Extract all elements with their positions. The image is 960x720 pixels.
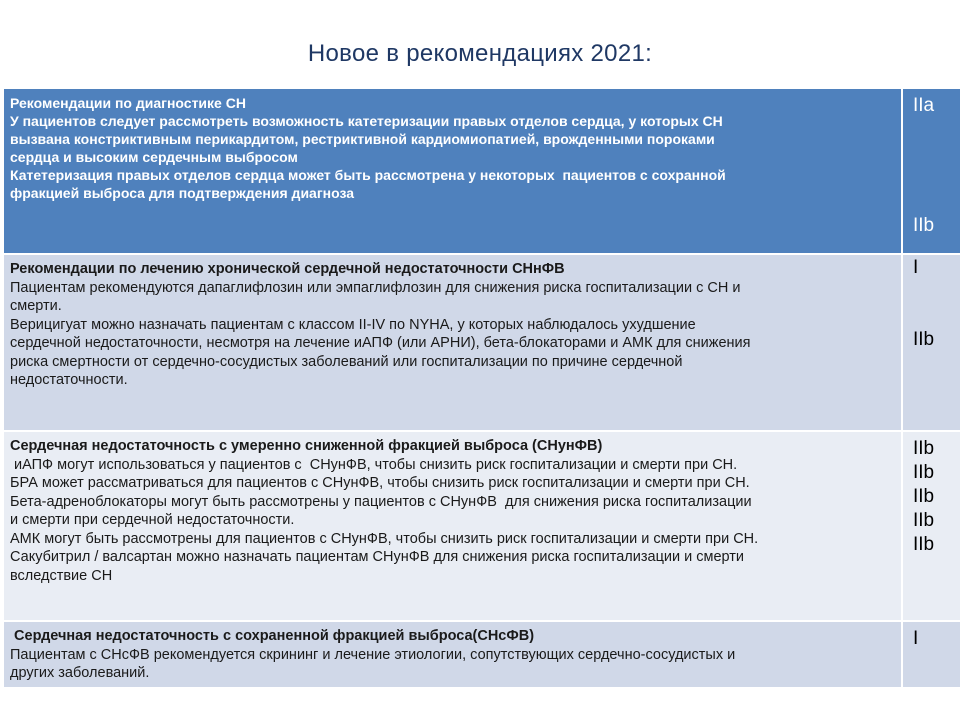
- class-label: IIb: [913, 462, 935, 483]
- section-header: Рекомендации по лечению хронической сердечной недостаточности СНнФВ: [10, 261, 565, 277]
- section-header: Сердечная недостаточность с умеренно сниженной фракцией выброса (СНунФВ): [10, 438, 603, 454]
- class-label: IIb: [913, 438, 935, 459]
- table-row-diagnostics: [3, 88, 960, 254]
- recommendation-line: Бета-адреноблокаторы могут быть рассмотрены у пациентов с СНунФВ для снижения риска госпитализации: [10, 493, 752, 510]
- recommendation-line: недостаточности.: [10, 372, 128, 388]
- class-cell: [902, 621, 960, 688]
- class-label: IIb: [913, 486, 935, 507]
- class-label: IIa: [913, 95, 935, 116]
- recommendation-line: Сакубитрил / валсартан можно назначать пациентам СНунФВ для снижения риска госпитализации и смерти: [10, 549, 744, 565]
- recommendation-line: Пациентам рекомендуются дапаглифлозин или эмпаглифлозин для снижения риска госпитализации с СН и: [10, 279, 741, 296]
- recommendation-text-cell: [3, 431, 902, 621]
- class-cell: [902, 431, 960, 621]
- class-cell: [902, 88, 960, 254]
- recommendation-line: вызвана констриктивным перикардитом, рестриктивной кардиомиопатией, врожденными пороками: [10, 131, 715, 147]
- recommendation-text-cell: [3, 621, 902, 688]
- recommendation-line: иАПФ могут использоваться у пациентов с СНунФВ, чтобы снизить риск госпитализации и смерти при СН.: [10, 456, 738, 473]
- table-row-hfpef: [3, 621, 960, 688]
- recommendation-line: других заболеваний.: [10, 665, 150, 681]
- recommendation-line: и смерти при сердечной недостаточности.: [10, 512, 295, 528]
- class-label: IIb: [913, 534, 935, 555]
- recommendation-line: У пациентов следует рассмотреть возможность катетеризации правых отделов сердца, у которых СН: [10, 113, 723, 129]
- recommendation-line: фракцией выброса для подтверждения диагноза: [10, 185, 355, 201]
- section-header: Сердечная недостаточность с сохраненной фракцией выброса(СНсФВ): [10, 628, 535, 644]
- class-label: IIb: [913, 329, 935, 350]
- recommendation-text-cell: [3, 254, 902, 431]
- table-row-hfmref: [3, 431, 960, 621]
- recommendation-line: АМК могут быть рассмотрены для пациентов с СНунФВ, чтобы снизить риск госпитализации и смерти при СН.: [10, 530, 759, 547]
- recommendation-line: сердечной недостаточности, несмотря на лечение иАПФ (или АРНИ), бета-блокаторами и АМК для снижения: [10, 335, 751, 351]
- recommendation-line: сердца и высоким сердечным выбросом: [10, 149, 298, 165]
- slide-title: Новое в рекомендациях 2021:: [307, 40, 653, 67]
- recommendation-text-cell: [3, 88, 902, 254]
- recommendation-line: смерти.: [10, 298, 62, 314]
- class-label: I: [913, 257, 919, 278]
- recommendation-line: БРА может рассматриваться для пациентов с СНунФВ, чтобы снизить риск госпитализации и смерти при СН.: [10, 475, 750, 491]
- table-row-hfref-treatment: [3, 254, 960, 431]
- recommendation-line: Катетеризация правых отделов сердца может быть рассмотрена у некоторых пациентов с сохранной: [10, 167, 726, 183]
- recommendations-table: [2, 87, 960, 689]
- recommendation-line: вследствие СН: [10, 567, 113, 584]
- class-label: IIb: [913, 510, 935, 531]
- class-label: I: [913, 628, 919, 649]
- class-label: IIb: [913, 215, 935, 236]
- recommendation-line: риска смертности от сердечно-сосудистых заболеваний или госпитализации по причине сердечной: [10, 353, 683, 370]
- recommendation-line: Пациентам с СНсФВ рекомендуется скрининг и лечение этиологии, сопутствующих сердечно-сосудистых и: [10, 646, 736, 663]
- section-header: Рекомендации по диагностике СН: [10, 95, 246, 111]
- recommendation-line: Верицигуат можно назначать пациентам с классом II-IV по NYHA, у которых наблюдалось ухудшение: [10, 316, 696, 333]
- class-cell: [902, 254, 960, 431]
